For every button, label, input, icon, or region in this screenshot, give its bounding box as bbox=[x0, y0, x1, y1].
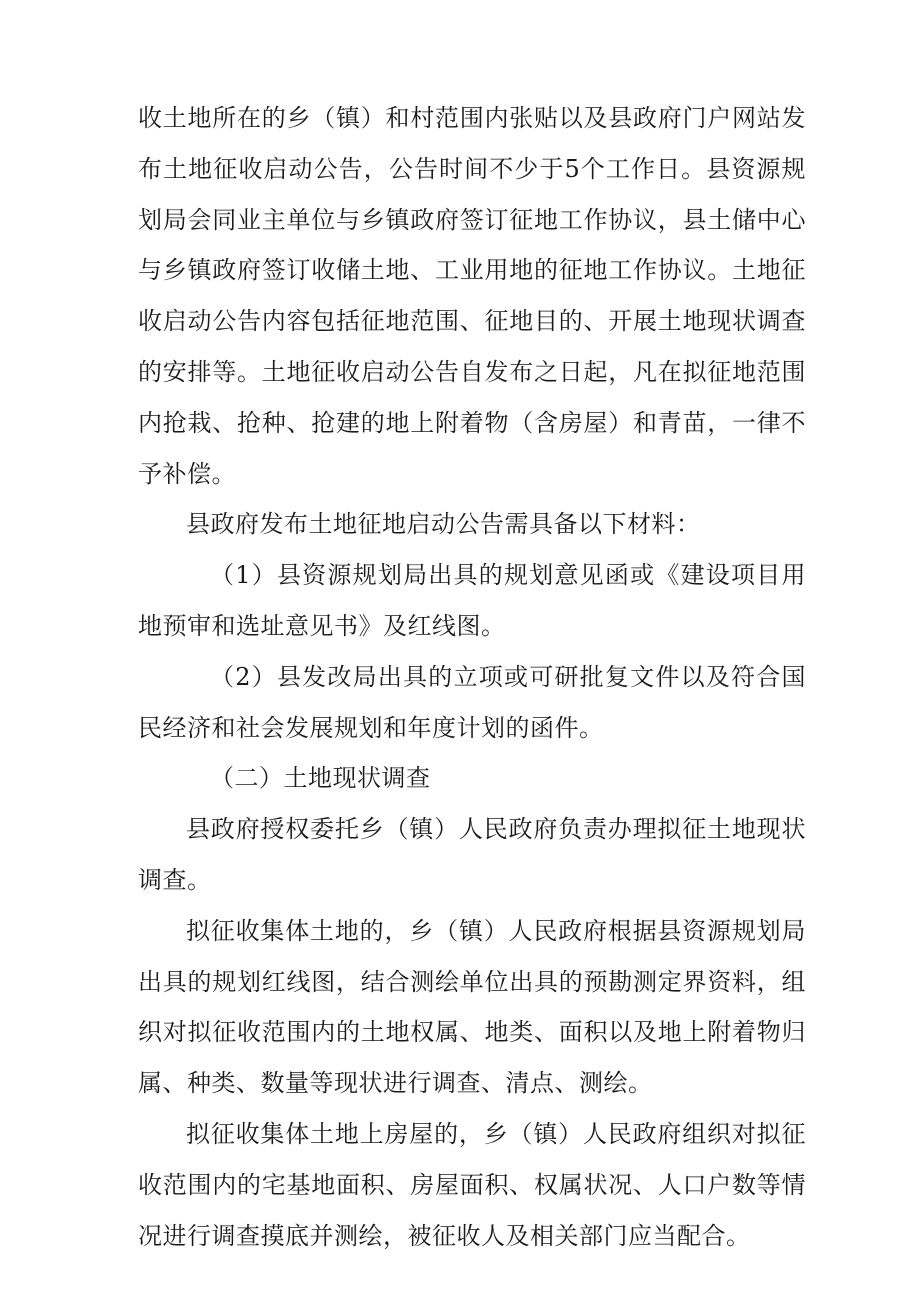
paragraph-collective-land: 拟征收集体土地的，乡（镇）人民政府根据县资源规划局出具的规划红线图，结合测绘单位出具的预勘测定界资料，组织对拟征收范围内的土地权属、地类、面积以及地上附着物归属、种类、数量等现状进行调查、清点、测绘。 bbox=[138, 916, 806, 1098]
paragraph-collective-housing: 拟征收集体土地上房屋的，乡（镇）人民政府组织对拟征收范围内的宅基地面积、房屋面积、权属状况、人口户数等情况进行调查摸底并测绘，被征收人及相关部门应当配合。 bbox=[138, 1119, 806, 1250]
list-item-1: （1）县资源规划局出具的规划意见函或《建设项目用地预审和选址意见书》及红线图。 bbox=[138, 561, 806, 640]
paragraph-authorization: 县政府授权委托乡（镇）人民政府负责办理拟征土地现状调查。 bbox=[138, 815, 806, 894]
section-heading: （二）土地现状调查 bbox=[210, 764, 431, 793]
document-body bbox=[138, 93, 806, 1261]
paragraph-continuation: 收土地所在的乡（镇）和村范围内张贴以及县政府门户网站发布土地征收启动公告，公告时间不少于5个工作日。县资源规划局会同业主单位与乡镇政府签订征地工作协议，县土储中心与乡镇政府签订收储土地、工业用地的征地工作协议。土地征收启动公告内容包括征地范围、征地目的、开展土地现状调查的安排等。土地征收启动公告自发布之日起，凡在拟征地范围内抢栽、抢种、抢建的地上附着物（含房屋）和青苗，一律不予补偿。 bbox=[138, 104, 806, 488]
paragraph-materials-intro: 县政府发布土地征地启动公告需具备以下材料： bbox=[186, 510, 701, 539]
list-item-2: （2）县发改局出具的立项或可研批复文件以及符合国民经济和社会发展规划和年度计划的函件。 bbox=[138, 662, 806, 742]
